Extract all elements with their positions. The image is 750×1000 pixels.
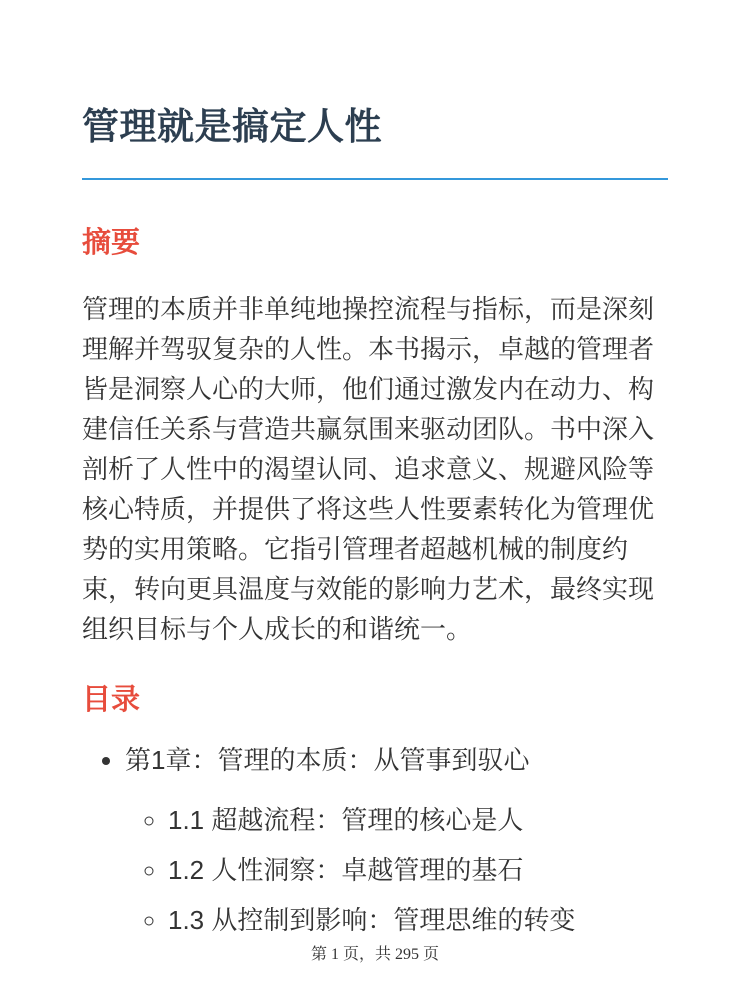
toc-section-item: ◦ 1.1 超越流程：管理的核心是人 (168, 800, 668, 840)
toc-section-item: ◦ 1.2 人性洞察：卓越管理的基石 (168, 850, 668, 890)
toc-section-list (125, 800, 668, 940)
abstract-heading: 摘要 (82, 226, 141, 259)
toc-list (82, 740, 668, 940)
toc-chapter-label: 第1章：管理的本质：从管事到驭心 (125, 745, 530, 776)
abstract-paragraph: 管理的本质并非单纯地操控流程与指标，而是深刻理解并驾驭复杂的人性。本书揭示，卓越的管理者皆是洞察人心的大师，他们通过激发内在动力、构建信任关系与营造共赢氛围来驱动团队。书中深入剖析了人性中的渴望认同、追求意义、规避风险等核心特质，并提供了将这些人性要素转化为管理优势的实用策略。它指引管理者超越机械的制度约束，转向更具温度与效能的影响力艺术，最终实现组织目标与个人成长的和谐统一。 (82, 294, 655, 645)
toc-section-item: ◦ 1.3 从控制到影响：管理思维的转变 (168, 900, 668, 940)
page-title: 管理就是搞定人性 (82, 0, 668, 180)
page-footer: 第 1 页，共 295 页 (310, 946, 439, 963)
toc-heading: 目录 (82, 684, 141, 717)
toc-chapter-item (125, 740, 668, 940)
